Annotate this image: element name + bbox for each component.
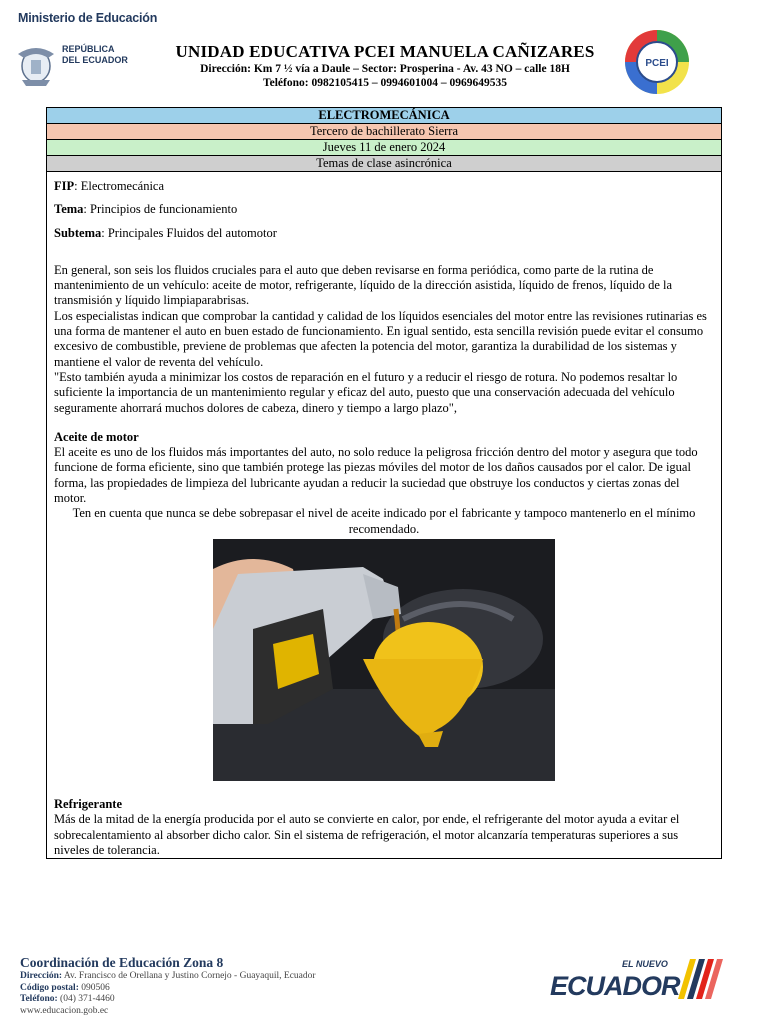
- footer-address-label: Dirección:: [20, 971, 63, 981]
- footer-postal-value: 090506: [78, 982, 110, 993]
- subtema-line: [54, 226, 714, 241]
- school-logo-icon: [622, 27, 692, 97]
- republic-line2: DEL ECUADOR: [62, 55, 128, 65]
- mode-band: Temas de clase asincrónica: [47, 156, 721, 172]
- footer-postal-line: [20, 983, 316, 995]
- logo-small-text: EL NUEVO: [622, 959, 668, 969]
- fip-line: [54, 179, 714, 194]
- paragraph-specialists: Los especialistas indican que comprobar la cantidad y calidad de los líquidos esenciales del motor entre las revisiones rutinarias es una forma de mantener el auto en buen estado de funcionamiento. En igual sentido, esta sencilla revisión puede evitar el consumo excesivo de combustible, previene de problemas que afecten la potencia del motor, garantiza la durabilidad de los sistemas y mantiene el valor de reventa del vehículo.: [54, 308, 707, 369]
- footer-phone-value: (04) 371-4460: [57, 994, 115, 1004]
- tema-value: : Principios de funcionamiento: [83, 202, 238, 217]
- school-logo-text: PCEI: [645, 58, 669, 69]
- footer-address-value: Av. Francisco de Orellana y Justino Cornejo - Guayaquil, Ecuador: [62, 971, 316, 981]
- oil-pouring-photo: [213, 539, 555, 781]
- date-band: Jueves 11 de enero 2024: [47, 140, 721, 156]
- paragraph-engine-oil: El aceite es uno de los fluidos más importantes del auto, no solo reduce la peligrosa fricción dentro del motor y asegura que todo funcione de forma eficiente, sino que también protege las piezas móviles del motor de los daños causados por el calor. De igual forma, las propiedades de limpieza del lubricante ayudan a reducir la suciedad que obstruye los conductos y ciertas zonas del motor.: [54, 445, 698, 506]
- tema-line: [54, 202, 714, 217]
- paragraph-quote: "Esto también ayuda a minimizar los costos de reparación en el futuro y a reducir el riesgo de rotura. No podemos resaltar lo suficiente la importancia de un mantenimiento regular y eficaz del auto, puesto que una conservación adecuada del vehículo seguramente ahorrará muchos dolores de cabeza, dinero y tiempo a largo plazo",: [54, 369, 678, 415]
- footer-website: www.educacion.gob.ec: [20, 1005, 109, 1016]
- school-phone: Teléfono: 0982105415 – 0994601004 – 0969649535: [263, 77, 507, 89]
- course-band: Tercero de bachillerato Sierra: [47, 124, 721, 140]
- letterhead: [140, 42, 630, 90]
- subtema-value: : Principales Fluidos del automotor: [101, 225, 277, 240]
- school-address: Dirección: Km 7 ½ vía a Daule – Sector: Prosperina - Av. 43 NO – calle 18H: [200, 63, 570, 75]
- subject-band: ELECTROMECÁNICA: [47, 108, 721, 124]
- paragraph-coolant: Más de la mitad de la energía producida por el auto se convierte en calor, por ende, el refrigerante del motor ayuda a evitar el sobrecalentamiento al absorber dicho calor. Sin el sistema de refrigeración, el motor alcanzaría temperaturas superiores a sus niveles de tolerancia.: [54, 812, 680, 857]
- footer-phone-line: [20, 994, 316, 1006]
- paragraph-oil-level: Ten en cuenta que nunca se debe sobrepasar el nivel de aceite indicado por el fabricante y tampoco mantenerlo en el mínimo recomendado.: [72, 506, 696, 536]
- footer-phone-label: Teléfono:: [20, 994, 58, 1004]
- coat-of-arms-icon: [14, 40, 58, 88]
- fip-value: : Electromecánica: [74, 179, 165, 193]
- footer-contact: [20, 971, 316, 1017]
- fip-label: FIP: [54, 179, 75, 193]
- subtema-label: Subtema: [54, 225, 102, 240]
- heading-coolant: Refrigerante: [54, 796, 123, 811]
- class-sheet: [46, 107, 722, 859]
- ecuador-logo-icon: [550, 955, 725, 1003]
- paragraph-fluids: En general, son seis los fluidos cruciales para el auto que deben revisarse en forma periódica, como parte de la rutina de mantenimiento de un vehículo: aceite de motor, refrigerante, líquido de la dirección asistida, líquido de frenos, líquido de la transmisión y líquido limpiaparabrisas.: [54, 262, 673, 308]
- school-name: UNIDAD EDUCATIVA PCEI MANUELA CAÑIZARES: [175, 42, 595, 61]
- footer-address-line: [20, 971, 316, 983]
- republic-logo: [14, 40, 134, 92]
- ministry-label: Ministerio de Educación: [18, 11, 158, 25]
- footer-postal-label: Código postal:: [20, 982, 79, 993]
- sheet-content: [47, 172, 721, 858]
- heading-engine-oil: Aceite de motor: [54, 429, 139, 444]
- republic-line1: REPÚBLICA: [62, 44, 115, 54]
- tema-label: Tema: [54, 202, 84, 217]
- logo-big-text: ECUADOR: [550, 971, 680, 1001]
- footer-title: Coordinación de Educación Zona 8: [20, 955, 224, 970]
